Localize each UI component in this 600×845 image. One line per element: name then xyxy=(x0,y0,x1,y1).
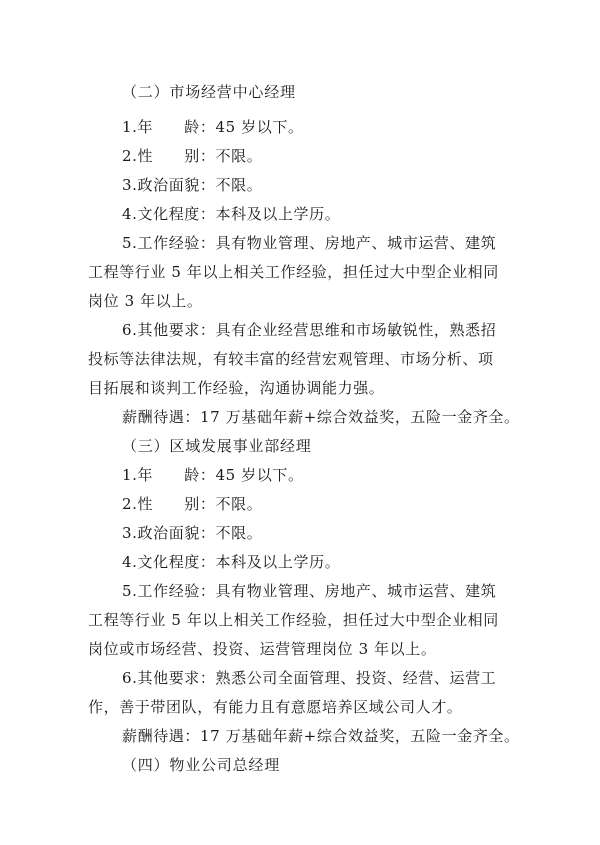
education-requirement: 4.文化程度：本科及以上学历。 xyxy=(122,205,341,223)
other-requirement-line: 6.其他要求：熟悉公司全面管理、投资、经营、运营工 xyxy=(122,669,497,687)
section-heading: （二）市场经营中心经理 xyxy=(122,83,296,101)
political-status-requirement: 3.政治面貌：不限。 xyxy=(122,176,263,194)
experience-line: 岗位或市场经营、投资、运营管理岗位 3 年以上。 xyxy=(88,640,437,658)
age-requirement: 1.年 龄：45 岁以下。 xyxy=(122,118,304,136)
other-requirement-line: 作，善于带团队，有能力且有意愿培养区域公司人才。 xyxy=(88,698,463,716)
salary-line: 薪酬待遇：17 万基础年薪+综合效益奖，五险一金齐全。 xyxy=(122,727,520,745)
education-requirement: 4.文化程度：本科及以上学历。 xyxy=(122,553,341,571)
gender-requirement: 2.性 别：不限。 xyxy=(122,147,263,165)
other-requirement-line: 目拓展和谈判工作经验，沟通协调能力强。 xyxy=(88,379,385,397)
experience-line: 工程等行业 5 年以上相关工作经验，担任过大中型企业相同 xyxy=(88,263,499,281)
experience-line: 工程等行业 5 年以上相关工作经验，担任过大中型企业相同 xyxy=(88,611,499,629)
other-requirement-line: 投标等法律法规，有较丰富的经营宏观管理、市场分析、项 xyxy=(88,350,494,368)
section-heading: （三）区域发展事业部经理 xyxy=(122,437,312,455)
experience-line: 岗位 3 年以上。 xyxy=(88,292,203,310)
political-status-requirement: 3.政治面貌：不限。 xyxy=(122,524,263,542)
age-requirement: 1.年 龄：45 岁以下。 xyxy=(122,466,304,484)
gender-requirement: 2.性 别：不限。 xyxy=(122,495,263,513)
salary-line: 薪酬待遇：17 万基础年薪+综合效益奖，五险一金齐全。 xyxy=(122,408,520,426)
section-heading: （四）物业公司总经理 xyxy=(122,756,281,774)
experience-line: 5.工作经验：具有物业管理、房地产、城市运营、建筑 xyxy=(122,234,497,252)
other-requirement-line: 6.其他要求：具有企业经营思维和市场敏锐性，熟悉招 xyxy=(122,321,497,339)
experience-line: 5.工作经验：具有物业管理、房地产、城市运营、建筑 xyxy=(122,582,497,600)
